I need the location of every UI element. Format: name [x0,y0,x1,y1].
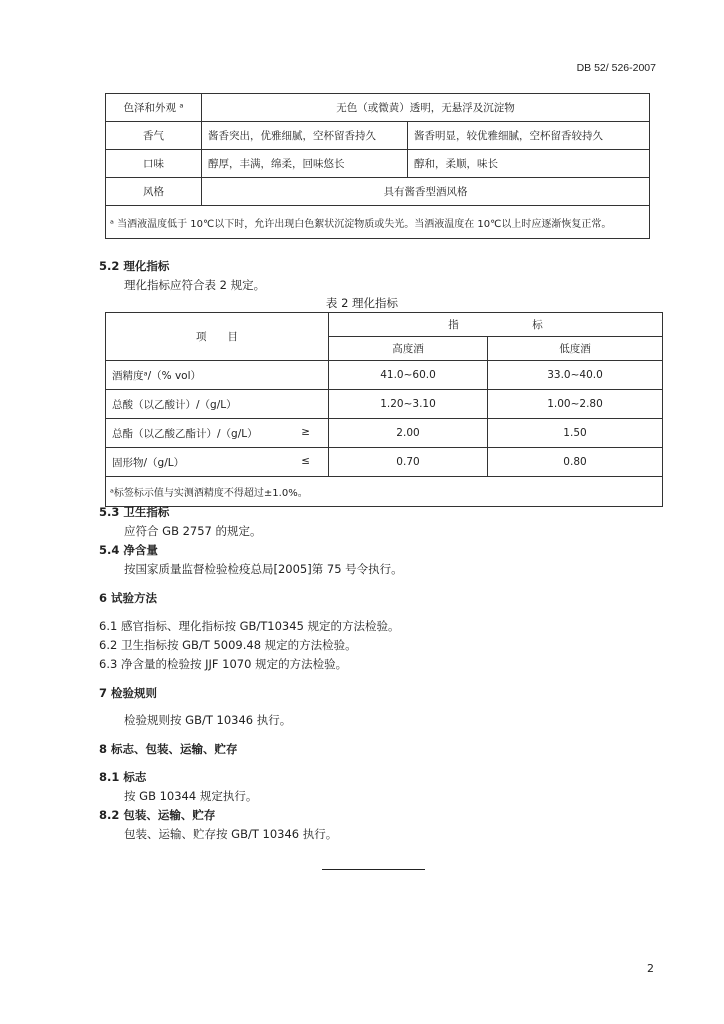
table-row [106,150,650,178]
table-row [106,122,650,150]
table-row [106,448,663,477]
section-heading-5-4: 5.4 净含量 [99,543,158,557]
high-value: 2.00 [329,419,488,448]
row-label: 香气 [106,122,202,150]
table-row [106,361,663,390]
row-label-text: 酒精度ᵃ/（% vol） [112,369,202,382]
section-text-8-1: 按 GB 10344 规定执行。 [124,789,258,803]
row-value: 具有酱香型酒风格 [202,178,650,206]
row-label: 风格 [106,178,202,206]
section-text-5-2: 理化指标应符合表 2 规定。 [124,278,266,292]
section-heading-5-3: 5.3 卫生指标 [99,505,170,519]
header-low: 低度酒 [488,337,663,361]
list-item: 6.2 卫生指标按 GB/T 5009.48 规定的方法检验。 [99,638,357,652]
row-label [106,419,329,448]
high-value: 0.70 [329,448,488,477]
header-item: 项 目 [106,313,329,361]
row-label [106,448,329,477]
header-index: 指 标 [329,313,663,337]
table-header-row [106,313,663,337]
sensory-table [105,93,650,239]
row-label [106,361,329,390]
section-text-7: 检验规则按 GB/T 10346 执行。 [124,713,292,727]
row-label-text: 总酯（以乙酸乙酯计）/（g/L） [112,427,258,440]
header-high: 高度酒 [329,337,488,361]
table-row [106,390,663,419]
table-note: ᵃ标签标示值与实测酒精度不得超过±1.0%。 [106,477,663,507]
high-value: 41.0~60.0 [329,361,488,390]
section-heading-7: 7 检验规则 [99,686,158,700]
table-note-row [106,477,663,507]
row-value: 无色（或微黄）透明，无悬浮及沉淀物 [202,94,650,122]
table-note-row [106,206,650,239]
high-value: 醇厚，丰满，绵柔，回味悠长 [202,150,408,178]
section-text-8-2: 包装、运输、贮存按 GB/T 10346 执行。 [124,827,338,841]
table-note: ᵃ 当酒液温度低于 10℃以下时，允许出现白色絮状沉淀物质或失光。当酒液温度在 10℃以上时应逐渐恢复正常。 [106,206,650,239]
section-heading-8: 8 标志、包装、运输、贮存 [99,742,238,756]
list-item: 6.3 净含量的检验按 JJF 1070 规定的方法检验。 [99,657,348,671]
section-heading-5-2: 5.2 理化指标 [99,259,170,273]
section-text-5-4: 按国家质量监督检验检疫总局[2005]第 75 号令执行。 [124,562,403,576]
low-value: 33.0~40.0 [488,361,663,390]
end-rule [322,869,425,870]
section-heading-8-1: 8.1 标志 [99,770,147,784]
page-number: 2 [647,962,654,975]
table-row [106,94,650,122]
table-caption: 表 2 理化指标 [325,296,399,310]
table-row [106,419,663,448]
section-heading-6: 6 试验方法 [99,591,158,605]
row-symbol: ≥ [301,425,310,438]
low-value: 酱香明显，较优雅细腻，空杯留香较持久 [408,122,650,150]
low-value: 0.80 [488,448,663,477]
row-label: 色泽和外观 ᵃ [106,94,202,122]
row-symbol: ≤ [301,454,310,467]
low-value: 1.00~2.80 [488,390,663,419]
list-item: 6.1 感官指标、理化指标按 GB/T10345 规定的方法检验。 [99,619,400,633]
row-label-text: 总酸（以乙酸计）/（g/L） [112,398,237,411]
row-label-text: 固形物/（g/L） [112,456,185,469]
high-value: 1.20~3.10 [329,390,488,419]
low-value: 1.50 [488,419,663,448]
physchem-table [105,312,663,507]
document-code: DB 52/ 526-2007 [576,62,656,74]
table-row [106,178,650,206]
low-value: 醇和，柔顺，味长 [408,150,650,178]
high-value: 酱香突出，优雅细腻，空杯留香持久 [202,122,408,150]
row-label [106,390,329,419]
section-text-5-3: 应符合 GB 2757 的规定。 [124,524,262,538]
section-heading-8-2: 8.2 包装、运输、贮存 [99,808,216,822]
row-label: 口味 [106,150,202,178]
